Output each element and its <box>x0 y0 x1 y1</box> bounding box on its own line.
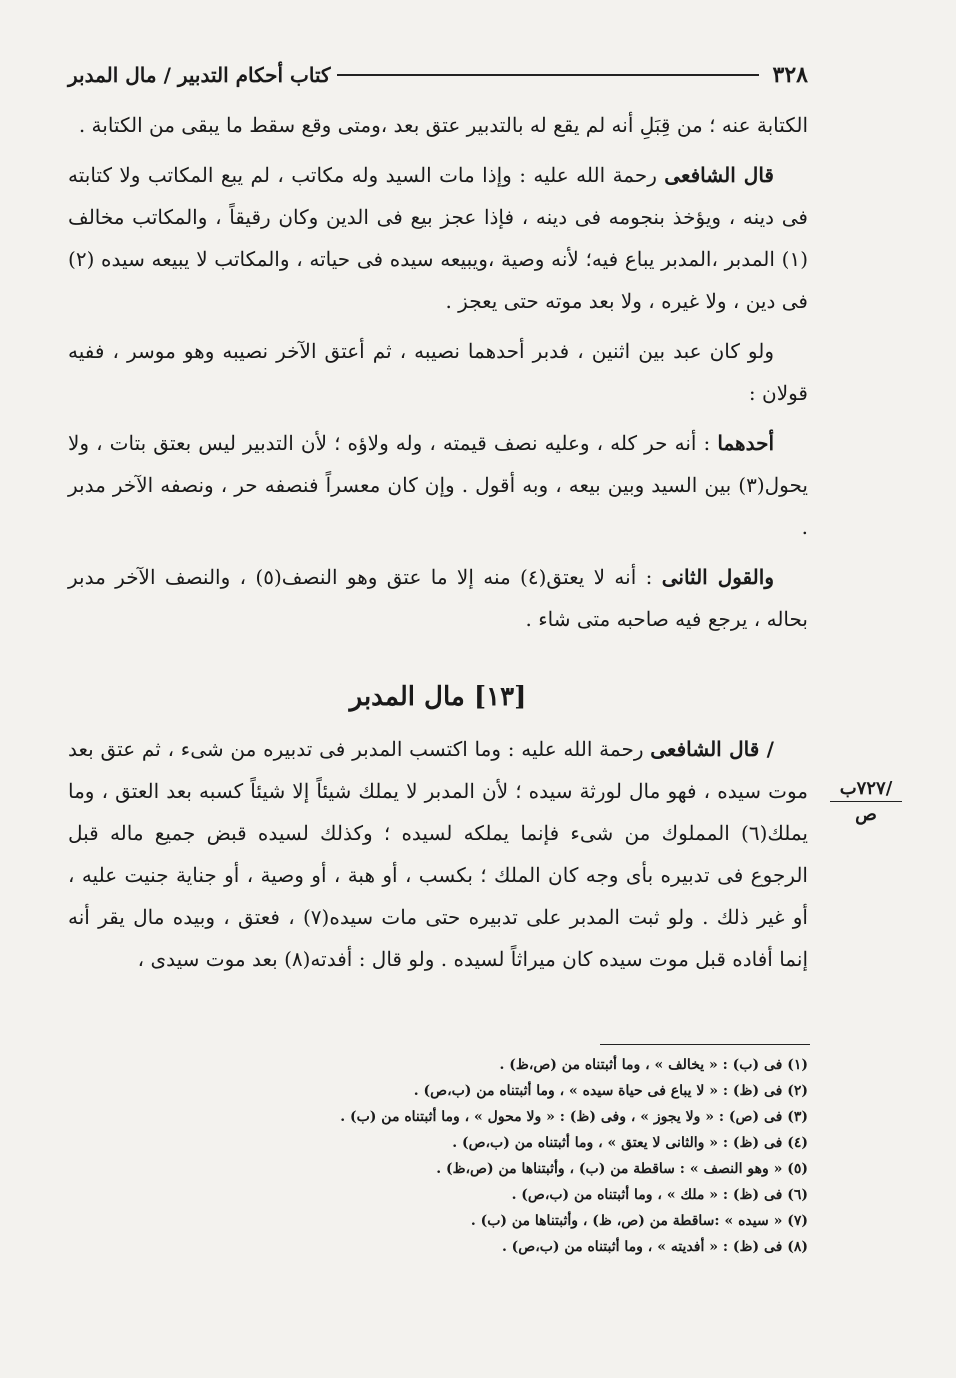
paragraph-4-text: : أنه حر كله ، وعليه نصف قيمته ، وله ولاؤه ؛ لأن التدبير ليس بعتق بتات ، ولا يحول(٣) بين السيد وبين بيعه ، وبه أقول . وإن كان معسراً فنصفه حر ، ونصفه الآخر مدبر . <box>68 431 808 539</box>
footnote-5: (٥) « وهو النصف » : ساقطة من (ب) ، وأثبتناها من (ص،ظ) . <box>436 1161 808 1177</box>
paragraph-1-text: الكتابة عنه ؛ من قِبَلِ أنه لم يقع له بالتدبير عتق بعد ،ومتى وقع سقط ما يبقى من الكتابة . <box>78 113 808 137</box>
footnote-8: (٨) فى (ظ) : « أفديته » ، وما أثبتناه من (ب،ص) . <box>501 1239 808 1255</box>
main-text <box>68 104 808 988</box>
paragraph-5-lead: والقول الثانى <box>661 565 774 589</box>
paragraph-5-text: : أنه لا يعتق(٤) منه إلا ما عتق وهو النصف(٥) ، والنصف الآخر مدبر بحاله ، يرجع فيه صاحبه متى شاء . <box>68 565 808 631</box>
section-paragraph-text: رحمة الله عليه : وما اكتسب المدبر فى تدبيره من شىء ، ثم عتق بعد موت سيده ، فهو مال لورثة سيده ؛ لأن المدبر لا يملك شيئاً إلا شيئاً كسبه بعد العتق ، وما يملك(٦) المملوك من شىء فإنما يملكه لسيده ؛ وكذلك لسيده قبض جميع ماله قبل الرجوع فى تدبيره بأى وجه كان الملك ؛ بكسب ، أو هبة ، أو وصية ، أو جناية جنيت عليه ، أو غير ذلك . ولو ثبت المدبر على تدبيره حتى مات سيده(٧) ، فعتق ، وبيده مال يقر أنه إنما أفاده قبل موت سيده كان ميراثاً لسيده . ولو قال : أفدته(٨) بعد موت سيدى ، <box>68 737 808 971</box>
header-rule <box>337 74 759 76</box>
margin-manuscript-note <box>830 778 902 825</box>
margin-note-siglum: ص <box>855 804 877 825</box>
paragraph-2 <box>68 154 808 322</box>
footnote-6: (٦) فى (ظ) : « ملك » ، وما أثبتناه من (ب،ص) . <box>511 1187 808 1203</box>
footnote-2: (٢) فى (ظ) : « لا يباع فى حياة سيده » ، وما أثبتناه من (ب،ص) . <box>413 1083 808 1099</box>
page-number: ٣٢٨ <box>772 62 808 88</box>
paragraph-4-lead: أحدهما <box>717 431 774 455</box>
paragraph-2-text: رحمة الله عليه : وإذا مات السيد وله مكاتب ، لم يبع المكاتب ولا كتابته فى دينه ، ويؤخذ بنجومه فى دينه ، فإذا عجز بيع فى الدين وكان رقيقاً ، والمكاتب مخالف (١) المدبر ،المدبر يباع فيه؛ لأنه وصية ،ويبيعه سيده فى حياته ، والمكاتب لا يبيعه سيده (٢) فى دين ، ولا غيره ، ولا بعد موته حتى يعجز . <box>68 163 808 313</box>
footnote-7: (٧) « سيده » :ساقطة من (ص، ظ) ، وأثبتناها من (ب) . <box>470 1213 808 1229</box>
page-header <box>68 58 808 92</box>
paragraph-4 <box>68 422 808 548</box>
section-paragraph <box>68 728 808 980</box>
paragraph-3 <box>68 330 808 414</box>
section-paragraph-lead: / قال الشافعى <box>650 737 774 761</box>
margin-note-folio: /٧٢٧ب <box>830 778 902 802</box>
paragraph-2-lead: قال الشافعى <box>664 163 774 187</box>
footnote-4: (٤) فى (ظ) : « والثانى لا يعتق » ، وما أثبتناه من (ب،ص) . <box>452 1135 808 1151</box>
footnote-1: (١) فى (ب) : « يخالف » ، وما أثبتناه من (ص،ظ) . <box>499 1057 808 1073</box>
footnotes <box>68 1052 808 1260</box>
paragraph-5 <box>68 556 808 640</box>
footnote-3: (٣) فى (ص) : « ولا يجوز » ، وفى (ظ) : « ولا محول » ، وما أثبتناه من (ب) . <box>340 1109 808 1125</box>
running-title: كتاب أحكام التدبير / مال المدبر <box>68 63 331 87</box>
paragraph-1 <box>68 104 808 146</box>
footnote-separator <box>600 1044 810 1045</box>
section-title: [١٣] مال المدبر <box>349 682 527 712</box>
paragraph-3-text: ولو كان عبد بين اثنين ، فدبر أحدهما نصيبه ، ثم أعتق الآخر نصيبه وهو موسر ، ففيه قولان : <box>68 339 808 405</box>
